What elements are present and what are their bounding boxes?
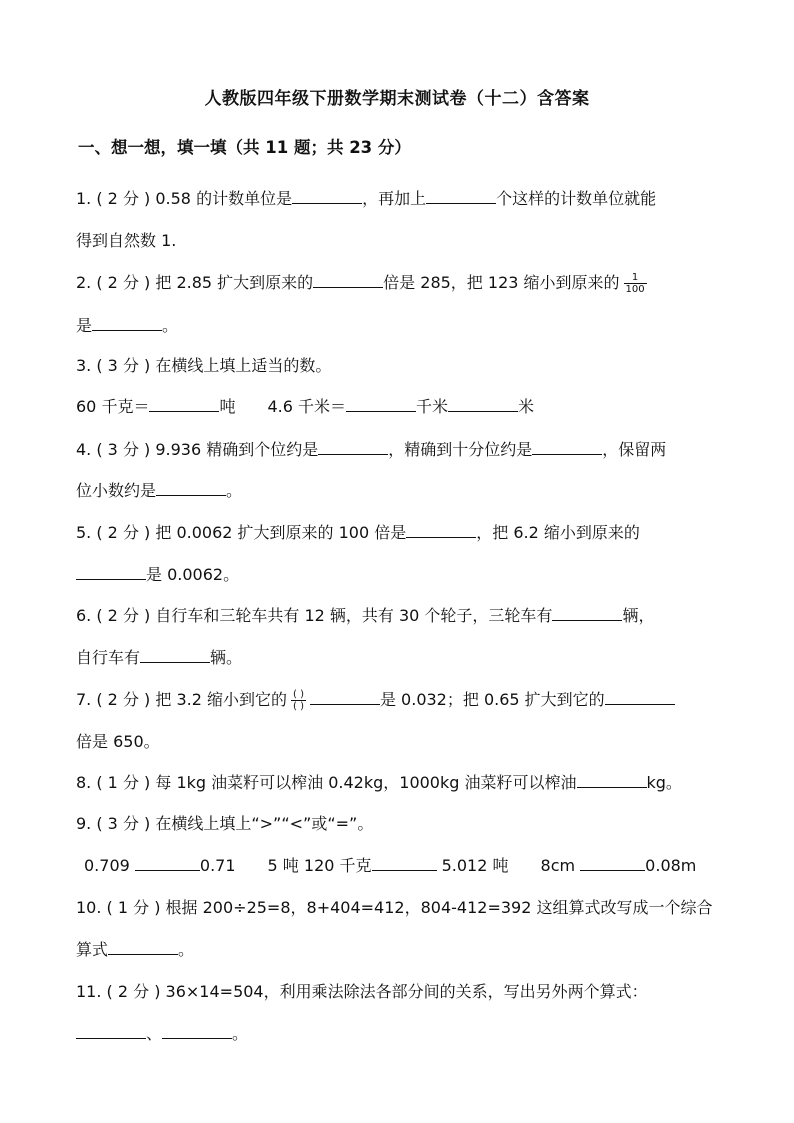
answer-blank[interactable] (292, 186, 362, 204)
question-9: 9. ( 3 分 ) 在横线上填上“>”“<”或“=”。 (76, 814, 374, 833)
answer-blank[interactable] (76, 562, 146, 580)
answer-blank[interactable] (552, 603, 622, 621)
question-1-cont: 得到自然数 1. (76, 231, 177, 250)
answer-blank[interactable] (162, 1021, 232, 1039)
answer-blank[interactable] (92, 313, 162, 331)
answer-blank[interactable] (310, 687, 380, 705)
answer-blank[interactable] (406, 520, 476, 538)
answer-blank[interactable] (372, 853, 437, 871)
question-5-cont: 是 0.0062。 (76, 562, 239, 585)
question-3-items: 60 千克＝ 吨 4.6 千米＝ 千米 米 (76, 394, 534, 417)
answer-blank[interactable] (313, 270, 383, 288)
answer-blank[interactable] (135, 853, 200, 871)
question-6-cont: 自行车有 辆。 (76, 645, 242, 668)
answer-blank[interactable] (448, 394, 518, 412)
fraction-blank: $\frac{( )}{( )}$ (292, 689, 304, 712)
answer-blank[interactable] (76, 1021, 146, 1039)
answer-blank[interactable] (108, 937, 178, 955)
question-2-cont: 是 。 (76, 313, 178, 336)
section-heading: 一、想一想，填一填（共 11 题；共 23 分） (78, 138, 411, 157)
question-11-cont: 、 。 (76, 1021, 248, 1044)
question-7-cont: 倍是 650。 (76, 732, 160, 751)
answer-blank[interactable] (605, 687, 675, 705)
question-8: 8. ( 1 分 ) 每 1kg 油菜籽可以榨油 0.42kg，1000kg 油菜籽可以榨油 kg。 (76, 770, 682, 793)
question-10: 10. ( 1 分 ) 根据 200÷25=8，8+404=412，804-412=392 这组算式改写成一个综合 (76, 898, 713, 917)
answer-blank[interactable] (156, 478, 226, 496)
question-1: 1. ( 2 分 ) 0.58 的计数单位是 ，再加上 个这样的计数单位就能 (76, 186, 656, 209)
answer-blank[interactable] (149, 394, 219, 412)
question-6: 6. ( 2 分 ) 自行车和三轮车共有 12 辆，共有 30 个轮子，三轮车有 辆， (76, 603, 654, 626)
question-10-cont: 算式 。 (76, 937, 194, 960)
answer-blank[interactable] (577, 770, 647, 788)
answer-blank[interactable] (580, 853, 645, 871)
question-4: 4. ( 3 分 ) 9.936 精确到个位约是 ，精确到十分位约是 ，保留两 (76, 437, 666, 460)
answer-blank[interactable] (346, 394, 416, 412)
question-2: 2. ( 2 分 ) 把 2.85 扩大到原来的 倍是 285，把 123 缩小到原来的 $\frac{1}{100}$ (76, 272, 645, 295)
question-4-cont: 位小数约是 。 (76, 478, 242, 501)
answer-blank[interactable] (140, 645, 210, 663)
answer-blank[interactable] (426, 186, 496, 204)
fraction-one-hundredth: $\frac{1}{100}$ (625, 272, 645, 295)
answer-blank[interactable] (318, 437, 388, 455)
answer-blank[interactable] (532, 437, 602, 455)
question-7: 7. ( 2 分 ) 把 3.2 缩小到它的 $\frac{( )}{( )}$ 是 0.032；把 0.65 扩大到它的 (76, 687, 675, 712)
question-5: 5. ( 2 分 ) 把 0.0062 扩大到原来的 100 倍是 ，把 6.2 缩小到原来的 (76, 520, 640, 543)
question-3: 3. ( 3 分 ) 在横线上填上适当的数。 (76, 356, 332, 375)
question-9-items: 0.709 0.71 5 吨 120 千克 5.012 吨 8cm 0.08m (84, 853, 696, 876)
question-11: 11. ( 2 分 ) 36×14=504，利用乘法除法各部分间的关系，写出另外两个算式： (76, 982, 648, 1001)
page-title: 人教版四年级下册数学期末测试卷（十二）含答案 (204, 89, 590, 109)
